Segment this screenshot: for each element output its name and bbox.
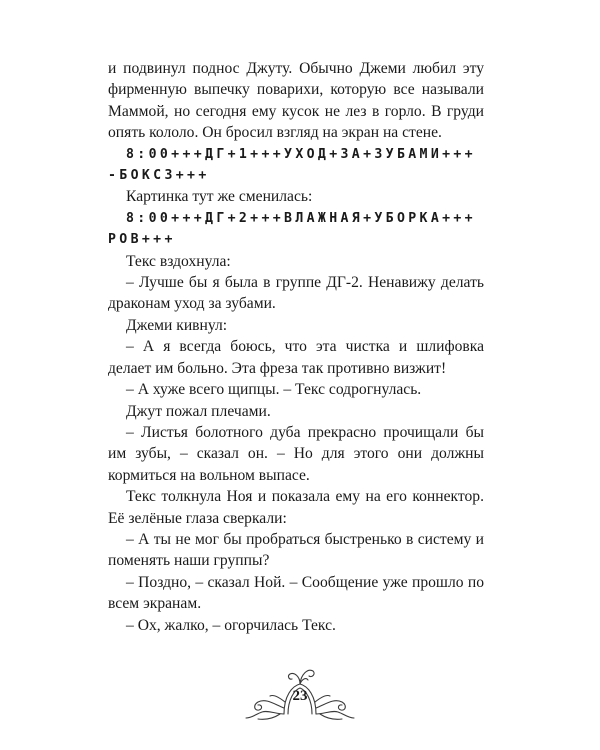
body-text (108, 58, 484, 636)
paragraph: – Лучше бы я была в группе ДГ-2. Ненавижу делать драконам уход за зубами. (108, 274, 484, 313)
page-number: 23 (292, 688, 308, 704)
paragraph: Джеми кивнул: (126, 316, 228, 334)
paragraph: – А я всегда боюсь, что эта чистка и шлифовка делает им больно. Эта фреза так противно визжит! (108, 338, 484, 377)
screen-message: 8:00+++ДГ+2+++ВЛАЖНАЯ+УБОРКА+++РОВ+++ (108, 210, 476, 248)
paragraph: – А ты не мог бы пробраться быстренько в систему и поменять наши группы? (108, 530, 484, 570)
paragraph: Джут пожал плечами. (126, 402, 271, 420)
screen-message: 8:00+++ДГ+1+++УХОД+ЗА+ЗУБАМИ+++-БОКС3+++ (108, 146, 476, 184)
paragraph: – Ох, жалко, – огорчилась Текс. (126, 616, 336, 634)
paragraph: и подвинул поднос Джуту. Обычно Джеми любил эту фирменную выпечку поварихи, которую все называли Маммой, но сегодня ему кусок не лез в горло. В груди опять кололо. Он бросил взгляд на экран на стене. (108, 60, 484, 142)
page-footer (244, 662, 356, 722)
paragraph: – Поздно, – сказал Ной. – Сообщение уже прошло по всем экранам. (108, 573, 484, 613)
paragraph: – А хуже всего щипцы. – Текс содрогнулась. (126, 381, 422, 399)
paragraph: Картинка тут же сменилась: (126, 188, 313, 206)
paragraph: Текс толкнула Ноя и показала ему на его коннектор. Её зелёные глаза сверкали: (108, 488, 484, 527)
paragraph: Текс вздохнула: (126, 252, 231, 270)
paragraph: – Листья болотного дуба прекрасно прочищали бы им зубы, – сказал он. – Но для этого они должны кормиться на вольном выпасе. (108, 423, 484, 484)
